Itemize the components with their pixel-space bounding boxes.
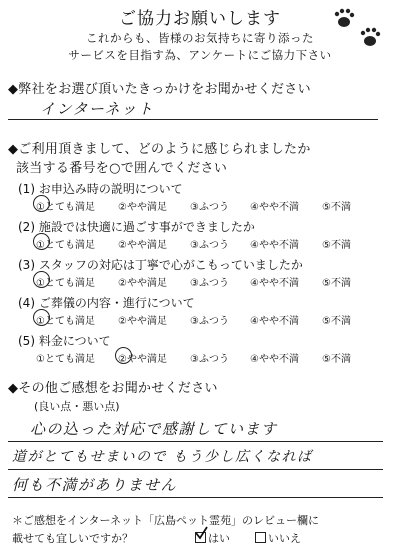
rating-option[interactable]: ⑤不満 <box>322 240 351 251</box>
intro-line-1: これからも、皆様のお気持ちに寄り添った <box>86 31 314 45</box>
rating-option[interactable]: ③ふつう <box>190 240 229 251</box>
rating-option[interactable]: ⑤不満 <box>322 278 351 289</box>
q1-answer: インターネット <box>40 100 155 118</box>
q3-answer-line-1: 心の込った対応で感謝しています <box>30 420 278 438</box>
q1-answer-line <box>8 119 378 120</box>
rating-option[interactable]: ③ふつう <box>190 316 229 327</box>
rating-option[interactable]: ④やや不満 <box>250 354 299 365</box>
intro-line-2: サービスを目指す為、アンケートにご協力下さい <box>68 48 332 62</box>
rating-option[interactable]: ③ふつう <box>190 354 229 365</box>
rating-option[interactable]: ②やや満足 <box>118 202 167 213</box>
rating-option[interactable]: ①とても満足 <box>36 316 95 327</box>
q3-line-1 <box>8 441 383 442</box>
no-label: いいえ <box>268 532 301 545</box>
selected-circle-mark <box>33 271 50 288</box>
rating-option[interactable]: ④やや不満 <box>250 316 299 327</box>
rating-option[interactable]: ②やや満足 <box>118 278 167 289</box>
rating-option[interactable]: ②やや満足 <box>118 354 167 365</box>
selected-circle-mark <box>33 233 50 250</box>
footer-no-option[interactable] <box>255 530 301 546</box>
q1-heading: ◆弊社をお選び頂いたきっかけをお聞かせください <box>8 82 311 97</box>
q3-line-3 <box>8 497 383 498</box>
rating-item-label: (3) スタッフの対応は丁寧で心がこもっていましたか <box>18 258 303 272</box>
rating-option[interactable]: ④やや不満 <box>250 240 299 251</box>
selected-circle-mark <box>33 309 50 326</box>
q3-subheading: (良い点・悪い点) <box>34 400 120 413</box>
q3-line-2 <box>8 469 383 470</box>
rating-option[interactable]: ②やや満足 <box>118 240 167 251</box>
yes-label: はい <box>208 532 230 545</box>
selected-circle-mark <box>115 347 132 364</box>
q2-heading-1: ◆ご利用頂きまして、どのように感じられましたか <box>8 142 311 157</box>
footer-question-2: 載せても宜しいですか？ <box>12 532 133 545</box>
rating-option[interactable]: ④やや不満 <box>250 202 299 213</box>
q3-answer-line-2: 道がとてもせまいので もう少し広くなれば <box>12 449 313 465</box>
rating-option[interactable]: ⑤不満 <box>322 354 351 365</box>
page-title: ご協力お願いします <box>119 9 281 29</box>
rating-item-label: (1) お申込み時の説明について <box>18 182 183 196</box>
rating-item-label: (4) ご葬儀の内容・進行について <box>18 296 195 310</box>
rating-option[interactable]: ③ふつう <box>190 278 229 289</box>
rating-item-label: (2) 施設では快適に過ごす事ができましたか <box>18 220 255 234</box>
selected-circle-mark <box>33 195 50 212</box>
rating-option[interactable]: ④やや不満 <box>250 278 299 289</box>
no-checkbox[interactable] <box>255 532 266 543</box>
footer-question-1: ＊ご感想をインターネット「広島ペット霊苑」のレビュー欄に <box>12 514 320 527</box>
q2-heading-2: 該当する番号を○で囲んでください <box>16 161 228 176</box>
rating-option[interactable]: ①とても満足 <box>36 278 95 289</box>
rating-item-label: (5) 料金について <box>18 334 111 348</box>
rating-option[interactable]: ②やや満足 <box>118 316 167 327</box>
rating-option[interactable]: ⑤不満 <box>322 202 351 213</box>
rating-option[interactable]: ①とても満足 <box>36 240 95 251</box>
rating-option[interactable]: ③ふつう <box>190 202 229 213</box>
rating-option[interactable]: ①とても満足 <box>36 354 95 365</box>
rating-option[interactable]: ①とても満足 <box>36 202 95 213</box>
yes-check-mark-icon <box>194 526 208 540</box>
q3-answer-line-3: 何も不満がありません <box>12 476 178 494</box>
q3-heading: ◆その他ご感想をお聞かせください <box>8 381 218 396</box>
rating-option[interactable]: ⑤不満 <box>322 316 351 327</box>
